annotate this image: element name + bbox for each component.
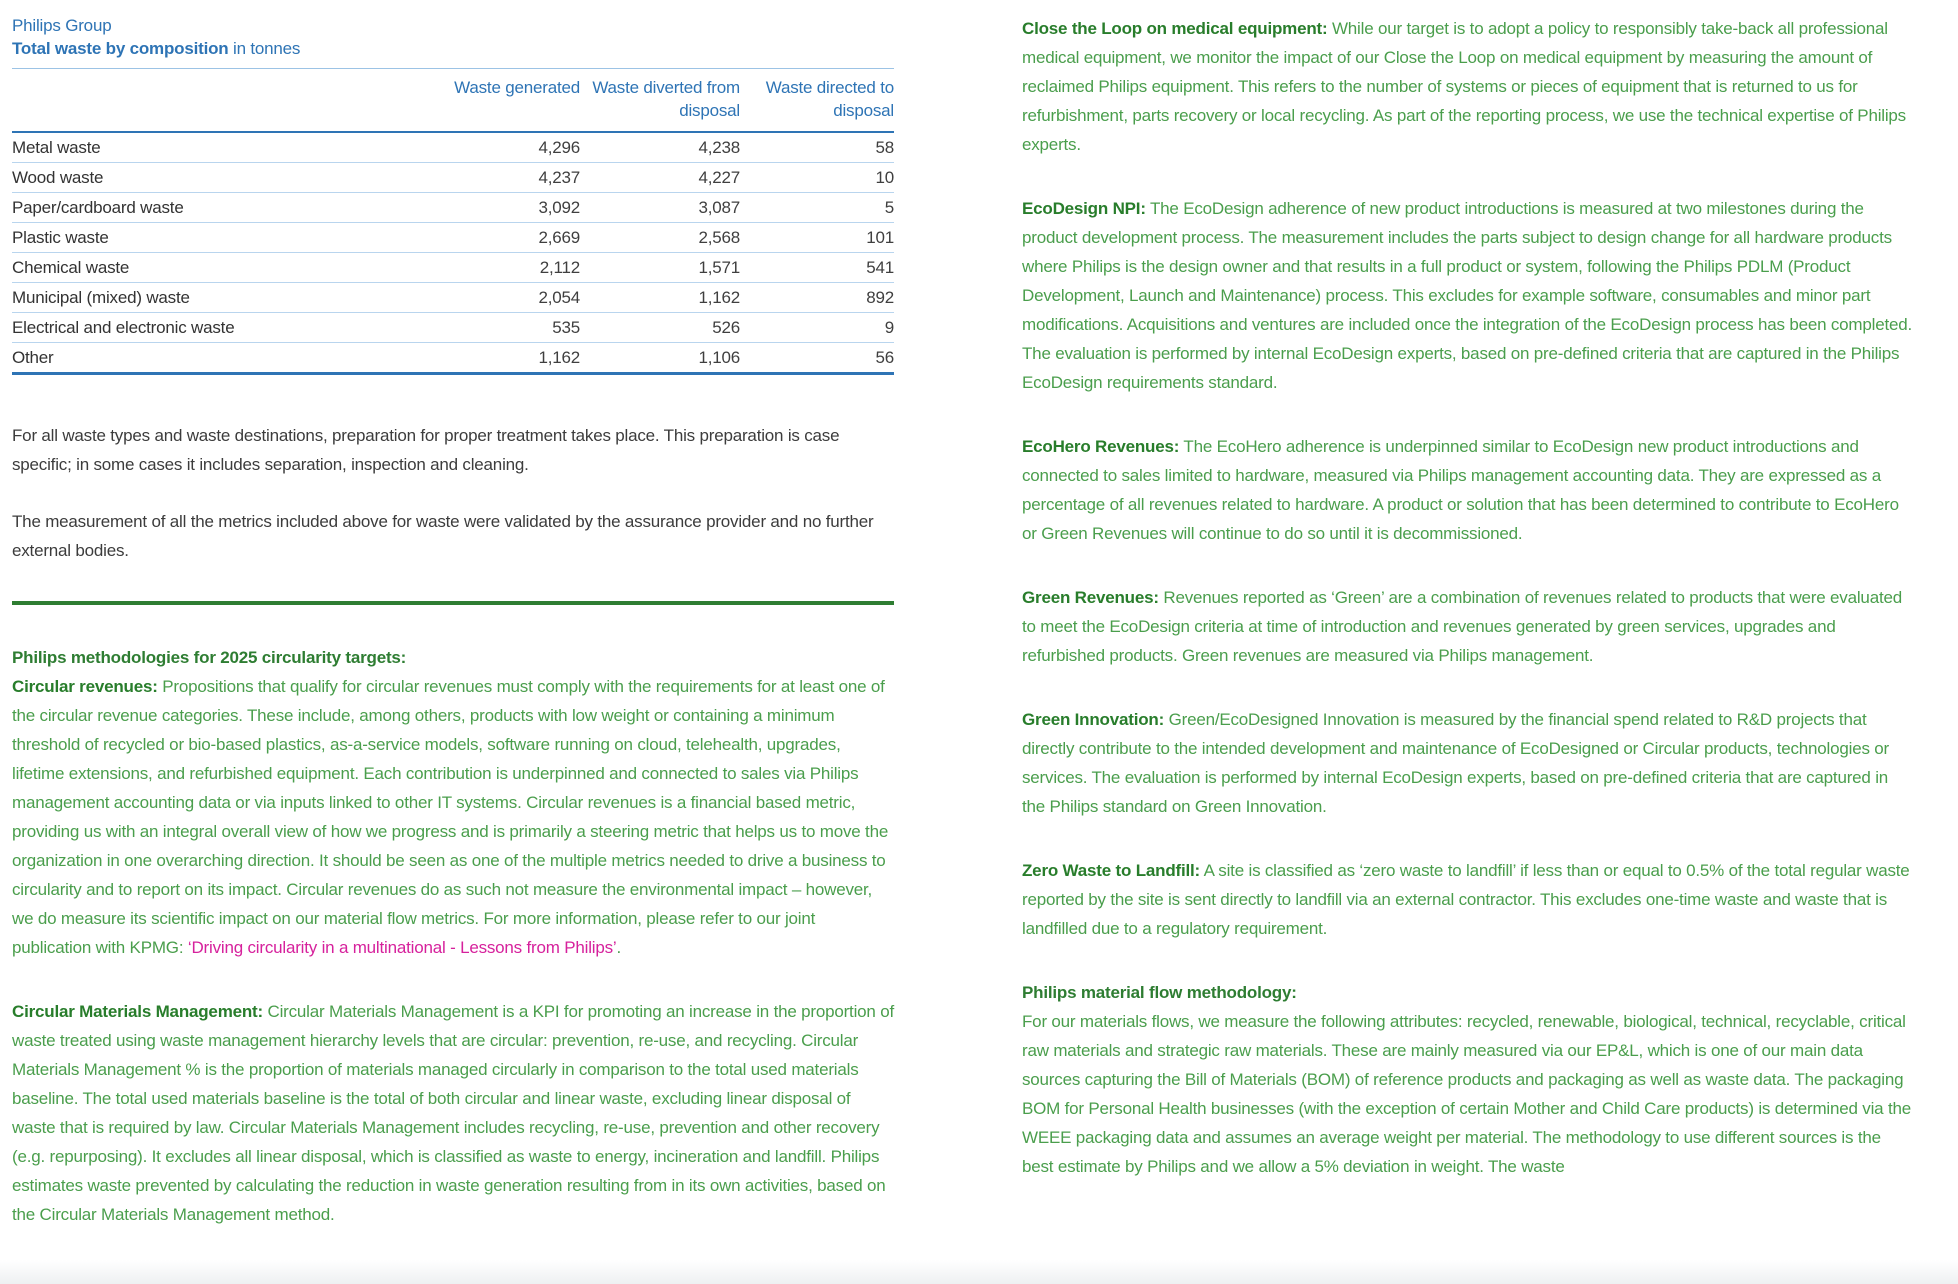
row-label: Municipal (mixed) waste	[12, 283, 360, 313]
cell-diverted: 1,571	[580, 253, 740, 283]
section-text: Circular Materials Management is a KPI for promoting an increase in the proportion of waste treated using waste management hierarchy levels that are circular: prevention, re-use, and recycling. Circular Materials Management % is the proportion of materials managed circularly in comparison to the total used materials baseline. The total used materials baseline is the total of both circular and linear waste, excluding linear disposal of waste that is required by law. Circular Materials Management includes recycling, re-use, prevention and other recovery (e.g. repurposing). It excludes all linear disposal, which is classified as waste to energy, incineration and landfill. Philips estimates waste prevented by calculating the reduction in waste generation resulting from in its own activities, based on the Circular Materials Management method.	[12, 1002, 894, 1224]
section-lead: EcoDesign NPI:	[1022, 199, 1146, 218]
assurance-paragraph: The measurement of all the metrics included above for waste were validated by the assurance provider and no further external bodies.	[12, 512, 874, 560]
section-text: Green/EcoDesigned Innovation is measured by the financial spend related to R&D projects that directly contribute to the intended development and maintenance of EcoDesigned or Circular products, technologies or services. The evaluation is performed by internal EcoDesign experts, based on pre-defined criteria that are captured in the Philips standard on Green Innovation.	[1022, 710, 1889, 816]
section-lead: EcoHero Revenues:	[1022, 437, 1180, 456]
cell-generated: 1,162	[360, 343, 580, 374]
section-lead: Green Innovation:	[1022, 710, 1165, 729]
kpmg-publication-link[interactable]: ‘Driving circularity in a multinational - Lessons from Philips’	[187, 938, 617, 957]
section-circular-revenues	[12, 672, 894, 962]
cell-diverted: 2,568	[580, 223, 740, 253]
cell-generated: 2,669	[360, 223, 580, 253]
cell-generated: 2,112	[360, 253, 580, 283]
row-label: Wood waste	[12, 163, 360, 193]
material-flow-heading: Philips material flow methodology:	[1022, 983, 1297, 1002]
right-column	[1022, 14, 1914, 1181]
column-header-directed: Waste directed to disposal	[740, 69, 894, 133]
table-header-row	[12, 69, 894, 133]
waste-composition-table	[12, 68, 894, 375]
section-zero-waste-landfill	[1022, 856, 1914, 943]
section-green-revenues	[1022, 583, 1914, 670]
cell-generated: 3,092	[360, 193, 580, 223]
green-divider	[12, 601, 894, 605]
cell-diverted: 4,238	[580, 132, 740, 163]
cell-generated: 535	[360, 313, 580, 343]
cell-generated: 2,054	[360, 283, 580, 313]
cell-directed: 10	[740, 163, 894, 193]
column-header-empty	[12, 69, 360, 133]
methodologies-heading: Philips methodologies for 2025 circularity targets:	[12, 648, 407, 667]
row-label: Paper/cardboard waste	[12, 193, 360, 223]
section-ecodesign-npi	[1022, 194, 1914, 397]
left-column	[12, 14, 894, 1264]
row-label: Metal waste	[12, 132, 360, 163]
column-header-generated: Waste generated	[360, 69, 580, 133]
row-label: Other	[12, 343, 360, 374]
cell-generated: 4,237	[360, 163, 580, 193]
cell-directed: 541	[740, 253, 894, 283]
section-text: While our target is to adopt a policy to responsibly take-back all professional medical equipment, we monitor the impact of our Close the Loop on medical equipment by measuring the amount of reclaimed Philips equipment. This refers to the number of systems or pieces of equipment that is returned to us for refurbishment, parts recovery or local recycling. As part of the reporting process, we use the technical expertise of Philips experts.	[1022, 19, 1906, 154]
table-row	[12, 313, 894, 343]
table-row	[12, 283, 894, 313]
section-circular-materials	[12, 997, 894, 1229]
cell-diverted: 526	[580, 313, 740, 343]
table-row	[12, 253, 894, 283]
section-lead: Circular Materials Management:	[12, 1002, 263, 1021]
section-lead: Close the Loop on medical equipment:	[1022, 19, 1328, 38]
section-lead: Zero Waste to Landfill:	[1022, 861, 1200, 880]
section-text: The EcoDesign adherence of new product introductions is measured at two milestones during the product development process. The measurement includes the parts subject to design change for all hardware products where Philips is the design owner and that results in a full product or system, following the Philips PDLM (Product Development, Launch and Maintenance) process. This excludes for example software, consumables and minor part modifications. Acquisitions and ventures are included once the integration of the EcoDesign process has been completed. The evaluation is performed by internal EcoDesign experts, based on pre-defined criteria that are captured in the Philips EcoDesign requirements standard.	[1022, 199, 1913, 392]
cell-directed: 58	[740, 132, 894, 163]
table-title: Total waste by composition	[12, 39, 229, 58]
section-lead: Green Revenues:	[1022, 588, 1159, 607]
cell-directed: 892	[740, 283, 894, 313]
page-bottom-gradient	[0, 1260, 1958, 1284]
cell-directed: 101	[740, 223, 894, 253]
section-material-flow: For our materials flows, we measure the following attributes: recycled, renewable, biological, technical, recyclable, critical raw materials and strategic raw materials. These are mainly measured via our EP&L, which is one of our main data sources capturing the Bill of Materials (BOM) of reference products and packaging as well as waste data. The packaging BOM for Personal Health businesses (with the exception of certain Mother and Child Care products) is determined via the WEEE packaging data and assumes an average weight per material. The methodology to use different sources is the best estimate by Philips and we allow a 5% deviation in weight. The waste	[1022, 1012, 1911, 1176]
section-ecohero-revenues	[1022, 432, 1914, 548]
cell-diverted: 1,106	[580, 343, 740, 374]
table-row	[12, 223, 894, 253]
waste-treatment-paragraph: For all waste types and waste destinations, preparation for proper treatment takes place. This preparation is case specific; in some cases it includes separation, inspection and cleaning.	[12, 426, 840, 474]
table-row	[12, 132, 894, 163]
section-green-innovation	[1022, 705, 1914, 821]
table-row	[12, 163, 894, 193]
table-pretitle: Philips Group	[12, 16, 112, 35]
section-lead: Circular revenues:	[12, 677, 158, 696]
table-unit: in tonnes	[228, 39, 301, 58]
section-text: A site is classified as ‘zero waste to landfill’ if less than or equal to 0.5% of the total regular waste reported by the site is sent directly to landfill via an external contractor. This excludes one-time waste and waste that is landfilled due to a regulatory requirement.	[1022, 861, 1910, 938]
cell-diverted: 3,087	[580, 193, 740, 223]
row-label: Chemical waste	[12, 253, 360, 283]
section-close-the-loop	[1022, 14, 1914, 159]
cell-directed: 9	[740, 313, 894, 343]
table-row	[12, 343, 894, 374]
section-text: Revenues reported as ‘Green’ are a combination of revenues related to products that were evaluated to meet the EcoDesign criteria at time of introduction and revenues generated by green services, upgrades and refurbished products. Green revenues are measured via Philips management.	[1022, 588, 1902, 665]
section-text: Propositions that qualify for circular revenues must comply with the requirements for at least one of the circular revenue categories. These include, among others, products with low weight or containing a minimum threshold of recycled or bio-based plastics, as-a-service models, software running on cloud, telehealth, upgrades, lifetime extensions, and refurbished equipment. Each contribution is underpinned and connected to sales via Philips management accounting data or via inputs linked to other IT systems. Circular revenues is a financial based metric, providing us with an integral overall view of how we progress and is primarily a steering metric that helps us to move the organization in one overarching direction. It should be seen as one of the multiple metrics needed to drive a business to circularity and to report on its impact. Circular revenues do as such not measure the environmental impact – however, we do measure its scientific impact on our material flow metrics. For more information, please refer to our joint publication with KPMG:	[12, 677, 889, 957]
cell-generated: 4,296	[360, 132, 580, 163]
cell-directed: 56	[740, 343, 894, 374]
section-text-end: .	[616, 938, 622, 957]
row-label: Electrical and electronic waste	[12, 313, 360, 343]
column-header-diverted: Waste diverted from disposal	[580, 69, 740, 133]
section-text: The EcoHero adherence is underpinned similar to EcoDesign new product introductions and connected to sales limited to hardware, measured via Philips management accounting data. They are expressed as a percentage of all revenues related to hardware. A product or solution that has been determined to contribute to EcoHero or Green Revenues will continue to do so until it is decommissioned.	[1022, 437, 1899, 543]
table-title-line	[12, 37, 894, 60]
row-label: Plastic waste	[12, 223, 360, 253]
cell-diverted: 4,227	[580, 163, 740, 193]
cell-diverted: 1,162	[580, 283, 740, 313]
cell-directed: 5	[740, 193, 894, 223]
table-row	[12, 193, 894, 223]
